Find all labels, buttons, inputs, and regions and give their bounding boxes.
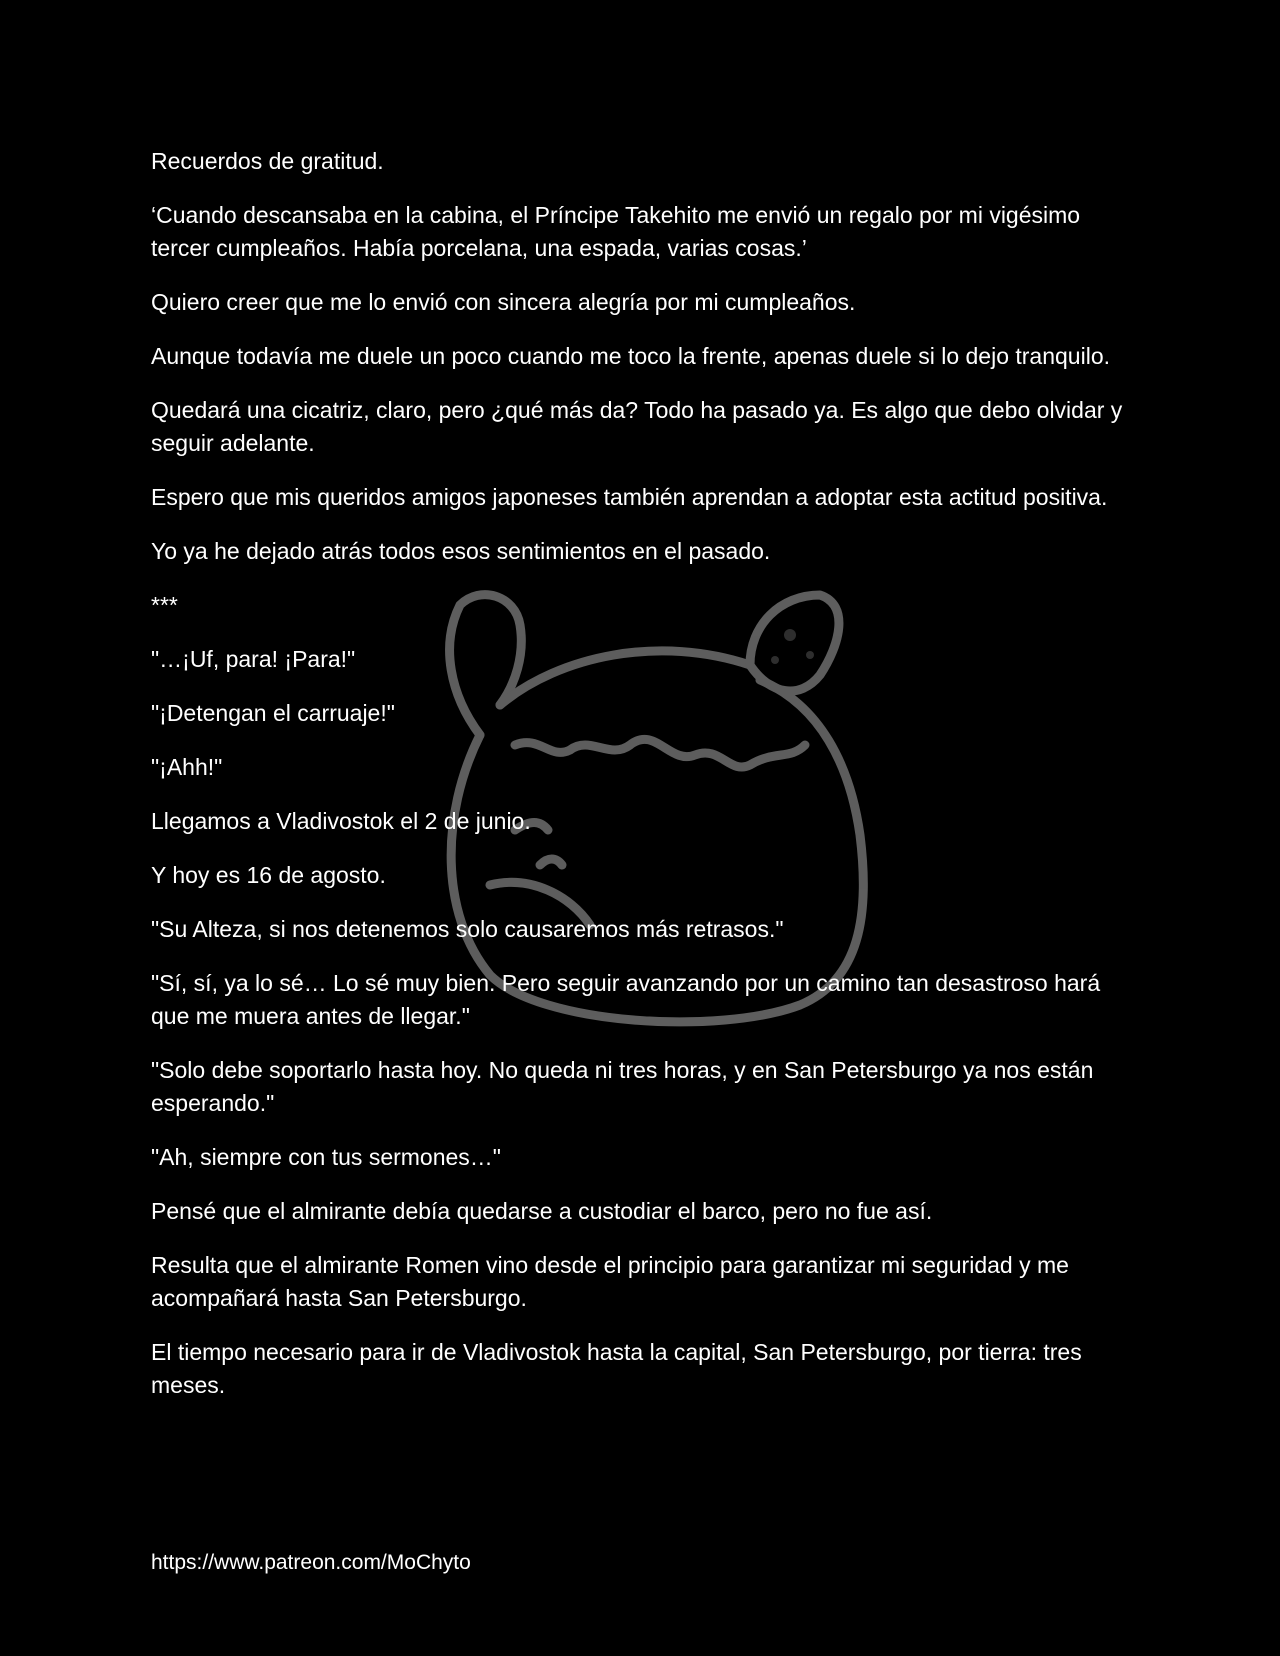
paragraph: "Ah, siempre con tus sermones…": [151, 1144, 501, 1170]
paragraph: Espero que mis queridos amigos japoneses también aprendan a adoptar esta actitud positiva.: [151, 484, 1108, 510]
paragraph: El tiempo necesario para ir de Vladivostok hasta la capital, San Petersburgo, por tierra: tres meses.: [151, 1339, 1082, 1398]
paragraph: Quiero creer que me lo envió con sincera alegría por mi cumpleaños.: [151, 289, 856, 315]
paragraph: Pensé que el almirante debía quedarse a custodiar el barco, pero no fue así.: [151, 1198, 933, 1224]
paragraph: Quedará una cicatriz, claro, pero ¿qué más da? Todo ha pasado ya. Es algo que debo olvidar y seguir adelante.: [151, 397, 1123, 456]
paragraph: Llegamos a Vladivostok el 2 de junio.: [151, 808, 531, 834]
paragraph: ‘Cuando descansaba en la cabina, el Príncipe Takehito me envió un regalo por mi vigésimo tercer cumpleaños. Había porcelana, una espada, varias cosas.’: [151, 202, 1081, 261]
paragraph: Y hoy es 16 de agosto.: [151, 862, 386, 888]
paragraph: Yo ya he dejado atrás todos esos sentimientos en el pasado.: [151, 538, 771, 564]
paragraph: "¡Detengan el carruaje!": [151, 700, 395, 726]
paragraph: "Sí, sí, ya lo sé… Lo sé muy bien. Pero seguir avanzando por un camino tan desastroso hará que me muera antes de llegar.": [151, 970, 1101, 1029]
paragraph: Resulta que el almirante Romen vino desde el principio para garantizar mi seguridad y me acompañará hasta San Petersburgo.: [151, 1252, 1069, 1311]
paragraph: Recuerdos de gratitud.: [151, 148, 384, 174]
paragraph: "¡Ahh!": [151, 754, 223, 780]
paragraph: Aunque todavía me duele un poco cuando me toco la frente, apenas duele si lo dejo tranquilo.: [151, 343, 1111, 369]
paragraph: "Solo debe soportarlo hasta hoy. No queda ni tres horas, y en San Petersburgo ya nos están esperando.": [151, 1057, 1094, 1116]
paragraph: "Su Alteza, si nos detenemos solo causaremos más retrasos.": [151, 916, 784, 942]
paragraph: "…¡Uf, para! ¡Para!": [151, 646, 356, 672]
scene-break: ***: [151, 592, 178, 618]
patreon-link[interactable]: https://www.patreon.com/MoChyto: [151, 1551, 471, 1574]
document-body: [151, 145, 1141, 1423]
